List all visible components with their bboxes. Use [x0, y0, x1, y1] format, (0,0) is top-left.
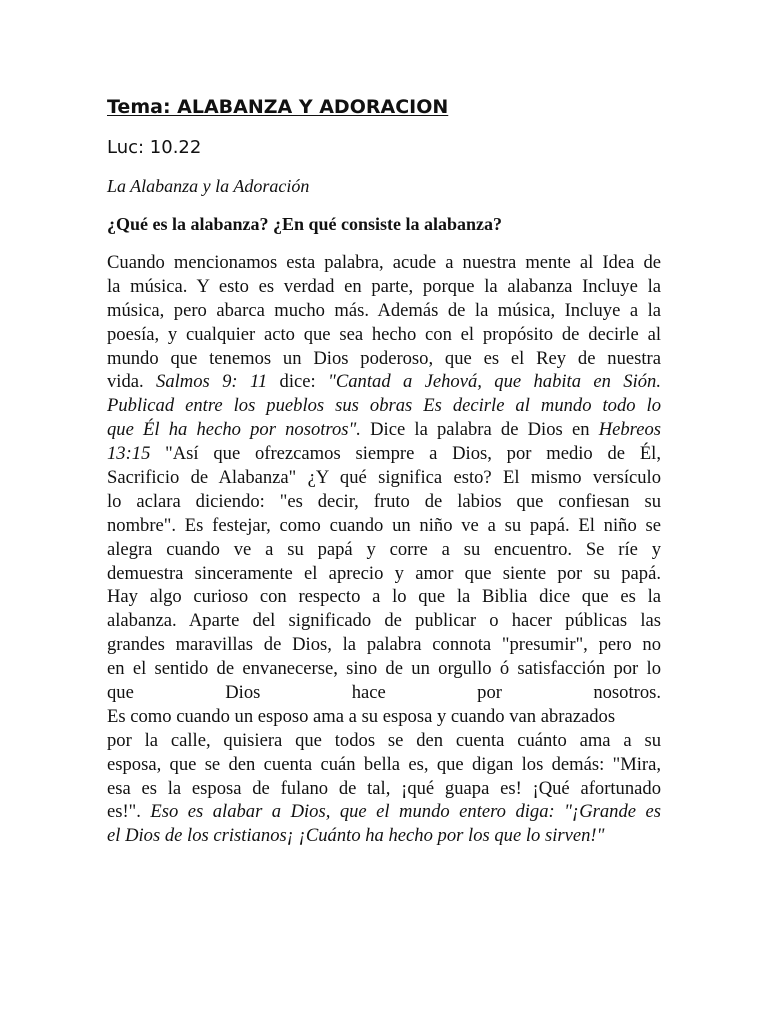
body-line: [107, 442, 661, 466]
body-text: dice:: [267, 371, 329, 393]
body-text: lo aclara diciendo: "es decir, fruto de labios que confiesan su: [107, 490, 661, 512]
body-text: Cuando mencionamos esta palabra, acude a nuestra mente al Idea de: [107, 252, 661, 273]
body-text: vida.: [107, 371, 157, 393]
body-text: esposa, que se den cuenta cuán bella es, que digan los demás: "Mira,: [107, 753, 661, 775]
body-line: [107, 657, 661, 681]
body-line: [107, 800, 661, 824]
body-line: [107, 514, 661, 538]
body-text: "Así que ofrezcamos siempre a Dios, por medio de Él,: [150, 443, 661, 465]
body-text: alabanza. Aparte del significado de publicar o hacer públicas las: [107, 610, 661, 632]
body-line: [107, 418, 661, 442]
body-text: grandes maravillas de Dios, la palabra connota "presumir", pero no: [107, 634, 661, 656]
body-line: [107, 585, 661, 609]
italic-text: Publicad entre los pueblos sus obras Es decirle al mundo todo lo: [107, 395, 661, 417]
body-line: [107, 681, 661, 705]
bible-reference: Luc: 10.22: [107, 137, 202, 158]
body-line: [107, 609, 661, 633]
italic-text: Salmos 9: 11: [156, 371, 268, 393]
document-title: Tema: ALABANZA Y ADORACION: [107, 96, 449, 118]
body-line: [107, 824, 661, 848]
italic-text: Eso es alabar a Dios, que el mundo entero diga: "¡Grande es: [150, 801, 661, 823]
body-line: [107, 562, 661, 586]
body-text: Es como cuando un esposo ama a su esposa y cuando van abrazados: [107, 705, 616, 727]
body-line: [107, 777, 661, 801]
body-line: [107, 299, 661, 323]
body-line: [107, 323, 661, 347]
body-text: Dice la palabra de Dios en: [360, 419, 599, 441]
body-text: que Dios hace por nosotros.: [107, 682, 661, 704]
body-text: alegra cuando ve a su papá y corre a su encuentro. Se ríe y: [107, 538, 661, 560]
body-line: [107, 490, 661, 514]
italic-text: "Cantad a Jehová, que habita en Sión.: [328, 371, 661, 393]
body-text: Hay algo curioso con respecto a lo que la Biblia dice que es la: [107, 586, 661, 608]
body-text: Sacrificio de Alabanza" ¿Y qué significa esto? El mismo versículo: [107, 467, 661, 489]
body-paragraph: [107, 251, 661, 848]
italic-text: 13:15: [107, 443, 151, 465]
body-text: poesía, y cualquier acto que sea hecho con el propósito de decirle al: [107, 323, 661, 345]
body-text: nombre". Es festejar, como cuando un niño ve a su papá. El niño se: [107, 514, 661, 536]
body-line: [107, 753, 661, 777]
italic-text: Hebreos: [598, 419, 661, 441]
body-line: [107, 633, 661, 657]
body-line: [107, 538, 661, 562]
body-line: [107, 466, 661, 490]
section-question: ¿Qué es la alabanza? ¿En qué consiste la alabanza?: [107, 214, 503, 234]
italic-text: que Él ha hecho por nosotros".: [107, 419, 361, 441]
body-line: [107, 370, 661, 394]
body-line: [107, 275, 661, 299]
body-text: música, pero abarca mucho más. Además de la música, Incluye a la: [107, 299, 661, 321]
body-text: por la calle, quisiera que todos se den cuenta cuánto ama a su: [107, 729, 661, 751]
body-text: la música. Y esto es verdad en parte, porque la alabanza Incluye la: [107, 275, 661, 297]
body-line: [107, 251, 661, 275]
body-line: [107, 729, 661, 753]
body-text: mundo que tenemos un Dios poderoso, que es el Rey de nuestra: [107, 347, 661, 369]
body-line: [107, 394, 661, 418]
italic-text: el Dios de los cristianos¡ ¡Cuánto ha hecho por los que lo sirven!": [107, 825, 605, 847]
body-line: [107, 347, 661, 371]
body-line: [107, 705, 661, 729]
document-subtitle: La Alabanza y la Adoración: [107, 176, 310, 196]
body-text: demuestra sinceramente el aprecio y amor que siente por su papá.: [107, 562, 661, 584]
body-text: en el sentido de envanecerse, sino de un orgullo ó satisfacción por lo: [107, 658, 661, 680]
body-text: es!".: [107, 801, 151, 823]
body-text: esa es la esposa de fulano de tal, ¡qué guapa es! ¡Qué afortunado: [107, 777, 661, 799]
